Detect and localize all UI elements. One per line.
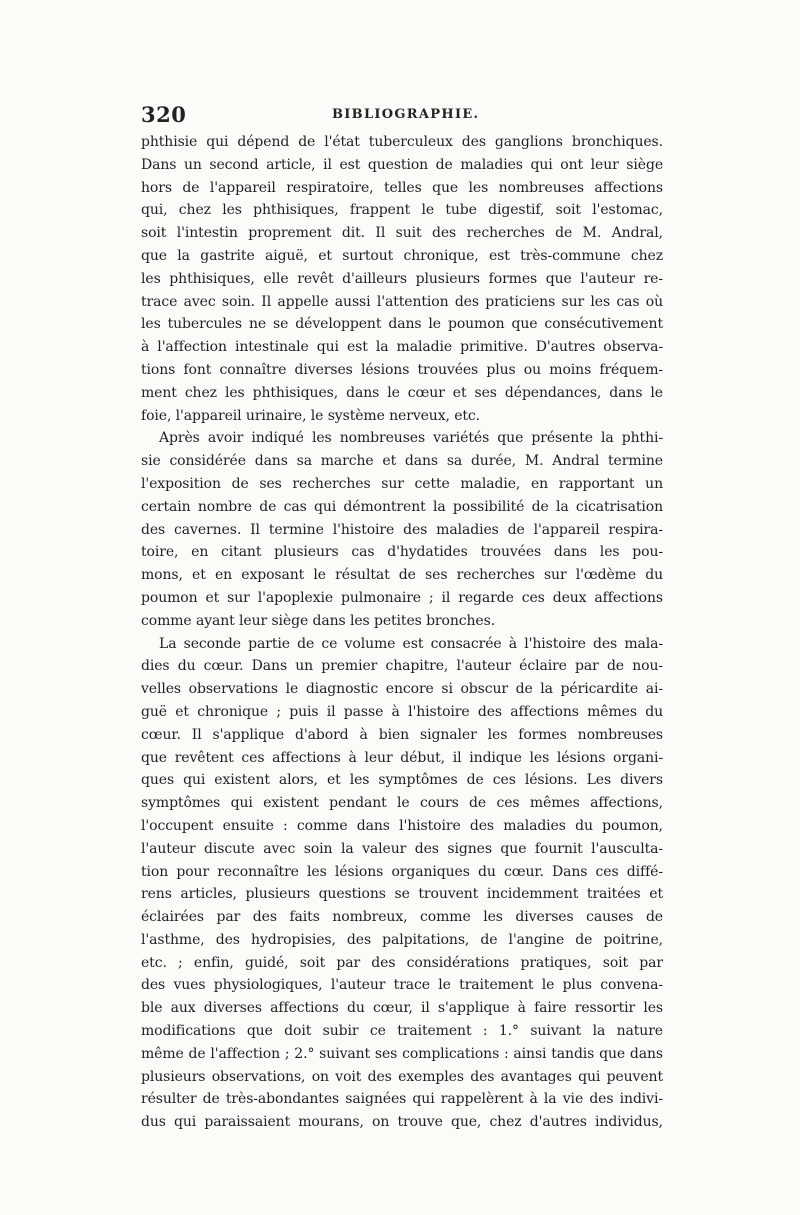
- text-line: certain nombre de cas qui démontrent la possibilité de la cicatrisation: [141, 498, 663, 515]
- text-line: ques qui existent alors, et les symptômes de ces lésions. Les divers: [141, 772, 663, 789]
- running-title: BIBLIOGRAPHIE.: [332, 107, 480, 122]
- text-line: toire, en citant plusieurs cas d'hydatides trouvées dans les pou-: [141, 544, 663, 561]
- text-line: l'auteur discute avec soin la valeur des signes que fournit l'ausculta-: [141, 840, 663, 857]
- text-line: trace avec soin. Il appelle aussi l'attention des praticiens sur les cas où: [141, 293, 663, 310]
- text-line: comme ayant leur siège dans les petites bronches.: [141, 612, 496, 629]
- text-line: résulter de très-abondantes saignées qui rappelèrent à la vie des indivi-: [141, 1091, 663, 1108]
- text-line: guë et chronique ; puis il passe à l'histoire des affections mêmes du: [141, 703, 663, 720]
- text-line: ble aux diverses affections du cœur, il s'applique à faire ressortir les: [141, 1000, 663, 1017]
- text-line: que la gastrite aiguë, et surtout chronique, est très-commune chez: [141, 247, 663, 264]
- text-line: même de l'affection ; 2.° suivant ses complications : ainsi tandis que dans: [141, 1045, 663, 1062]
- text-line: tion pour reconnaître les lésions organiques du cœur. Dans ces diffé-: [141, 863, 663, 880]
- text-line: ment chez les phthisiques, dans le cœur et ses dépendances, dans le: [141, 384, 663, 401]
- text-line: hors de l'appareil respiratoire, telles que les nombreuses affections: [141, 179, 663, 196]
- body-text: [141, 131, 663, 1134]
- text-line: tions font connaître diverses lésions trouvées plus ou moins fréquem-: [141, 361, 663, 378]
- text-line: Après avoir indiqué les nombreuses variétés que présente la phthi-: [159, 430, 663, 447]
- text-line: foie, l'appareil urinaire, le système nerveux, etc.: [141, 407, 481, 424]
- text-line: soit l'intestin proprement dit. Il suit des recherches de M. Andral,: [141, 225, 663, 242]
- page-header: [141, 102, 663, 128]
- text-line: des vues physiologiques, l'auteur trace le traitement le plus convena-: [141, 977, 663, 994]
- text-line: plusieurs observations, on voit des exemples des avantages qui peuvent: [141, 1068, 663, 1085]
- text-line: etc. ; enfin, guidé, soit par des considérations pratiques, soit par: [141, 954, 663, 971]
- page-number: 320: [141, 102, 187, 127]
- text-line: velles observations le diagnostic encore si obscur de la péricardite ai-: [141, 681, 663, 698]
- text-line: qui, chez les phthisiques, frappent le tube digestif, soit l'estomac,: [141, 202, 663, 219]
- text-line: des cavernes. Il termine l'histoire des maladies de l'appareil respira-: [141, 521, 663, 538]
- text-line: l'asthme, des hydropisies, des palpitations, de l'angine de poitrine,: [141, 931, 663, 948]
- text-line: phthisie qui dépend de l'état tuberculeux des ganglions bronchiques.: [141, 134, 663, 150]
- text-line: Dans un second article, il est question de maladies qui ont leur siège: [141, 156, 663, 173]
- text-line: mons, et en exposant le résultat de ses recherches sur l'œdème du: [141, 567, 663, 584]
- text-line: l'exposition de ses recherches sur cette maladie, en rapportant un: [141, 475, 663, 492]
- text-line: poumon et sur l'apoplexie pulmonaire ; il regarde ces deux affections: [141, 589, 663, 606]
- text-line: modifications que doit subir ce traitement : 1.° suivant la nature: [141, 1023, 663, 1040]
- text-line: que revêtent ces affections à leur début, il indique les lésions organi-: [141, 749, 663, 766]
- text-line: dus qui paraissaient mourans, on trouve que, chez d'autres individus,: [141, 1114, 663, 1131]
- text-line: dies du cœur. Dans un premier chapitre, l'auteur éclaire par de nou-: [141, 658, 663, 675]
- text-line: à l'affection intestinale qui est la maladie primitive. D'autres observa-: [141, 339, 663, 356]
- text-line: sie considérée dans sa marche et dans sa durée, M. Andral termine: [141, 453, 663, 470]
- text-line: La seconde partie de ce volume est consacrée à l'histoire des mala-: [159, 635, 663, 652]
- text-line: symptômes qui existent pendant le cours de ces mêmes affections,: [141, 795, 663, 812]
- text-line: les tubercules ne se développent dans le poumon que consécutivement: [141, 316, 663, 333]
- text-line: éclairées par des faits nombreux, comme les diverses causes de: [141, 909, 663, 926]
- text-line: cœur. Il s'applique d'abord à bien signaler les formes nombreuses: [141, 726, 663, 743]
- text-line: rens articles, plusieurs questions se trouvent incidemment traitées et: [141, 886, 663, 903]
- text-line: l'occupent ensuite : comme dans l'histoire des maladies du poumon,: [141, 817, 663, 834]
- text-line: les phthisiques, elle revêt d'ailleurs plusieurs formes que l'auteur re-: [141, 270, 663, 287]
